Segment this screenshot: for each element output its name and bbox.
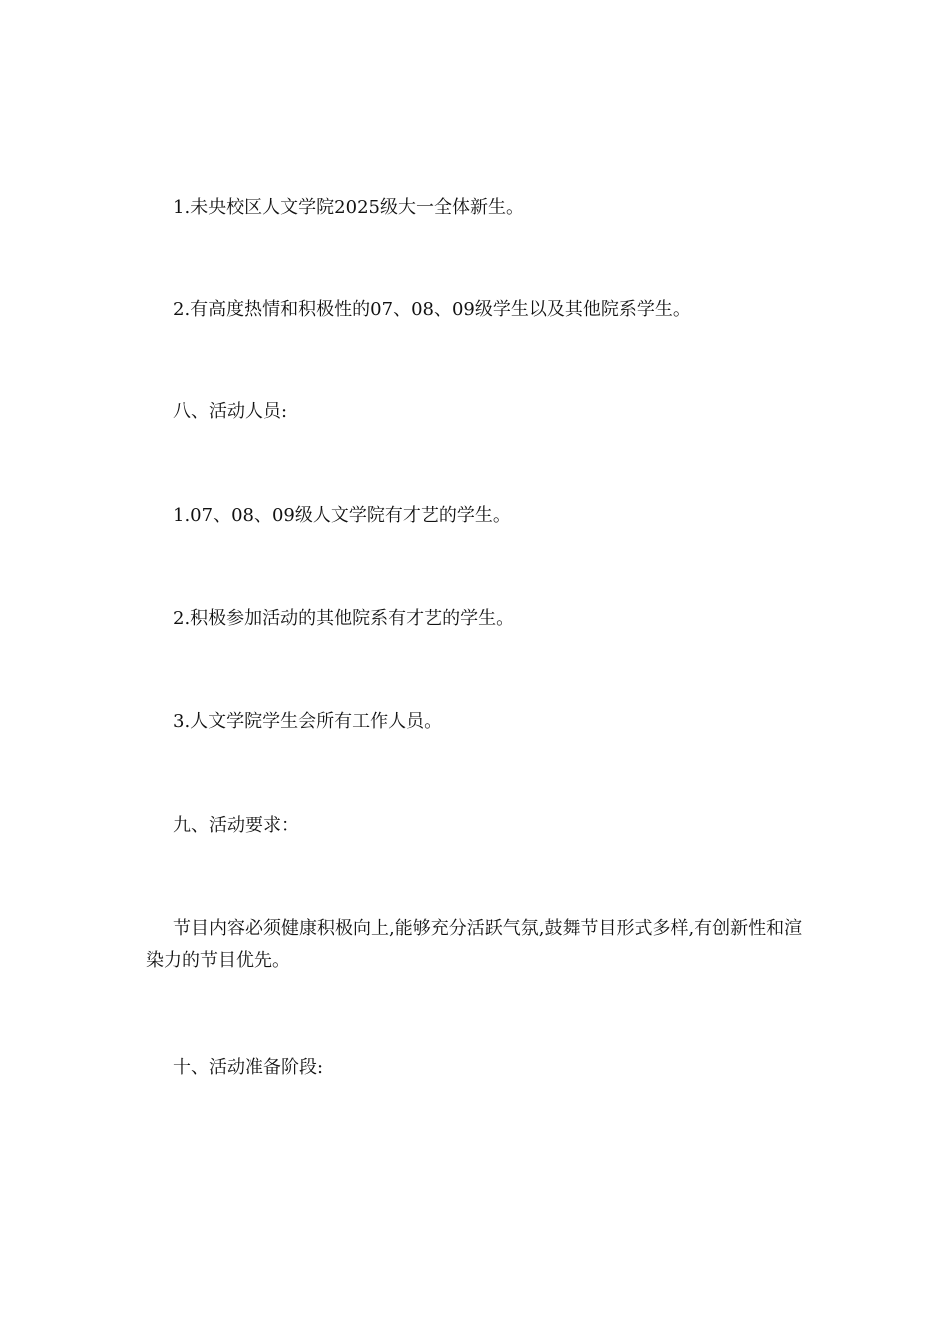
paragraph-personnel-1: 1.07、08、09级人文学院有才艺的学生。 <box>173 505 511 526</box>
paragraph-personnel-3: 3.人文学院学生会所有工作人员。 <box>173 711 443 732</box>
heading-preparation-stage: 十、活动准备阶段: <box>173 1057 324 1078</box>
paragraph-participants-1: 1.未央校区人文学院2025级大一全体新生。 <box>173 197 524 218</box>
paragraph-personnel-2: 2.积极参加活动的其他院系有才艺的学生。 <box>173 608 515 629</box>
paragraph-requirements: 节目内容必须健康积极向上,能够充分活跃气氛,鼓舞节目形式多样,有创新性和渲染力的节目优先。 <box>146 918 803 971</box>
heading-activity-requirements: 九、活动要求： <box>173 815 299 836</box>
heading-activity-personnel: 八、活动人员: <box>173 401 288 422</box>
paragraph-participants-2: 2.有高度热情和积极性的07、08、09级学生以及其他院系学生。 <box>173 299 691 320</box>
